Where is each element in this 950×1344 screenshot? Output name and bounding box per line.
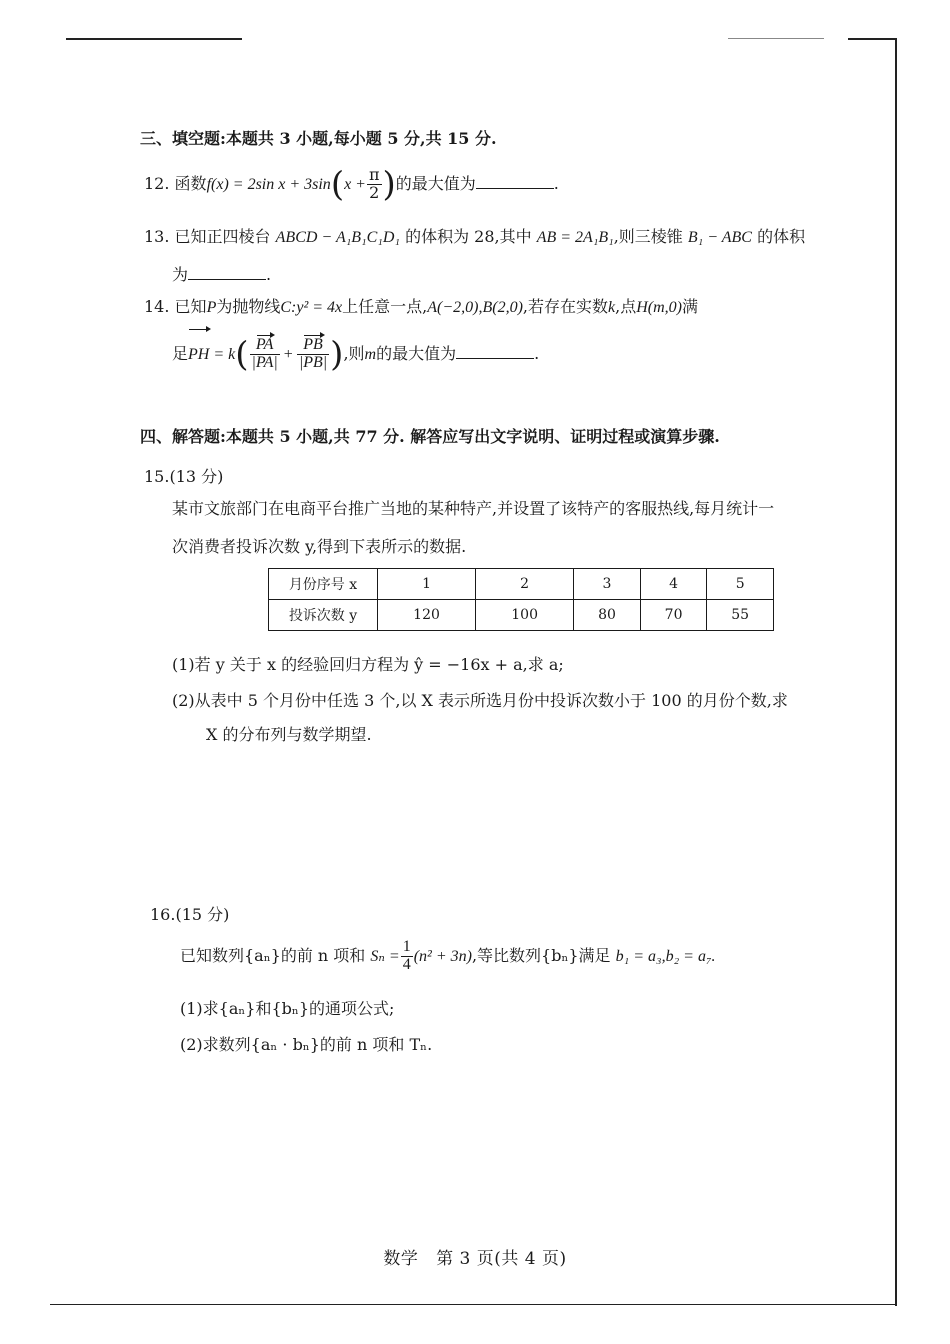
q12-left-paren: ( [330, 164, 345, 205]
q14-l1-a: 已知 [174, 297, 207, 316]
q12-frac-num: π [368, 165, 380, 185]
q16-text-b: ,等比数列{bₙ}满足 [471, 946, 611, 965]
question-14-line2: 足PH = k( $\frac{PA}{|PA|}$ + $\frac{PB}{|PB|}$ ),则m的最大值为 . [172, 330, 539, 379]
table-cell: 2 [476, 569, 574, 600]
right-border [895, 38, 897, 1306]
table-row [269, 569, 774, 600]
top-rule-left [66, 38, 242, 40]
q15-part2-line2: X 的分布列与数学期望. [206, 725, 372, 744]
q12-fraction [367, 167, 382, 202]
question-13-line2: 为 . [172, 265, 272, 284]
q14-right-paren: ) [330, 334, 344, 375]
section-3-heading: 三、填空题:本题共 3 小题,每小题 5 分,共 15 分. [140, 129, 497, 148]
q16-fraction [401, 939, 413, 974]
q13-line2: 为 [172, 265, 189, 284]
q12-lead: 函数 [174, 174, 207, 193]
q16-frac-num: 1 [402, 938, 411, 956]
q13-text-a: 已知正四棱台 [174, 227, 271, 246]
question-15-header [144, 464, 223, 487]
q14-p: P [206, 299, 217, 316]
q13-text-c: ,则三棱锥 [613, 227, 683, 246]
q14-frac-pa [250, 337, 280, 372]
q12-right-paren: ) [382, 164, 396, 205]
q15-score: (13 分) [169, 467, 224, 486]
q16-frac-den: 4 [402, 956, 411, 973]
q14-abs-pb: |PB| [298, 354, 328, 371]
q12-answer-blank[interactable] [476, 174, 554, 189]
q15-number: 15. [144, 467, 170, 486]
table-header-complaints: 投诉次数 y [269, 600, 378, 631]
q14-l1-e: ,若存在实数 [522, 297, 608, 316]
complaints-table [268, 568, 774, 631]
q14-plus: + [283, 346, 293, 363]
q13-pyramid: B₁ − ABC [687, 229, 752, 246]
q13-answer-blank[interactable] [188, 265, 266, 280]
q14-eq-k: = k [209, 346, 236, 363]
q14-l1-d: 上任意一点, [342, 297, 428, 316]
top-rule-right [728, 38, 824, 39]
question-12: 12. 函数f(x) = 2sin x + 3sin(x + $\frac{\pi}{2}$ )的最大值为 . [144, 164, 559, 205]
q13-text-b: 的体积为 28,其中 [405, 227, 532, 246]
table-cell: 1 [378, 569, 476, 600]
q14-answer-blank[interactable] [456, 344, 534, 359]
table-cell: 120 [378, 600, 476, 631]
q12-function: f(x) = 2sin x + 3sin [206, 176, 331, 193]
q14-l1-g: 满 [681, 297, 698, 316]
q16-cond: b₁ = a₃,b₂ = a₇. [615, 948, 716, 965]
q16-part1: (1)求{aₙ}和{bₙ}的通项公式; [180, 999, 395, 1018]
q14-points: A(−2,0),B(2,0) [427, 299, 523, 316]
q12-arg: x + [344, 176, 366, 193]
table-cell: 80 [574, 600, 641, 631]
q14-vec-pa: PA [255, 336, 274, 354]
q15-paragraph-line1: 某市文旅部门在电商平台推广当地的某种特产,并设置了该特产的客服热线,每月统计一 [172, 499, 775, 518]
q14-m: m [364, 346, 377, 363]
q12-number: 12. [144, 174, 170, 193]
q14-vec-pb: PB [303, 336, 323, 354]
q14-h: H(m,0) [636, 299, 682, 316]
q13-solid: ABCD − A₁B₁C₁D₁ [275, 229, 400, 246]
q16-statement [180, 934, 716, 979]
table-cell: 70 [640, 600, 707, 631]
q14-l1-b: 为抛物线 [216, 297, 281, 316]
q14-frac-pb [297, 337, 329, 372]
top-rule-far-right [848, 38, 896, 40]
question-13-line1 [144, 224, 805, 247]
table-cell: 4 [640, 569, 707, 600]
q14-l2-a: 足 [172, 344, 189, 363]
q16-sn: Sₙ = [370, 948, 400, 965]
bottom-rule [50, 1304, 897, 1305]
q14-number: 14. [144, 297, 170, 316]
table-cell: 3 [574, 569, 641, 600]
question-14-line1 [144, 294, 698, 317]
q16-score: (15 分) [175, 905, 230, 924]
table-cell: 55 [707, 600, 774, 631]
q13-eq: AB = 2A₁B₁ [536, 229, 614, 246]
q16-number: 16. [150, 905, 176, 924]
q14-k: k [608, 299, 616, 316]
q15-part2-line1: (2)从表中 5 个月份中任选 3 个,以 X 表示所选月份中投诉次数小于 100 的月份个数,求 [172, 691, 788, 710]
q14-l2-b: ,则 [343, 344, 365, 363]
table-row [269, 600, 774, 631]
q14-l2-c: 的最大值为 [376, 344, 457, 363]
table-header-month: 月份序号 x [269, 569, 378, 600]
q14-abs-pa: |PA| [251, 354, 278, 371]
q14-left-paren: ( [235, 334, 249, 375]
q14-l1-f: ,点 [615, 297, 637, 316]
q14-parabola: C:y² = 4x [280, 299, 343, 316]
table-cell: 5 [707, 569, 774, 600]
q15-paragraph-line2: 次消费者投诉次数 y,得到下表所示的数据. [172, 537, 467, 556]
q12-tail: 的最大值为 [395, 174, 476, 193]
q13-number: 13. [144, 227, 170, 246]
q13-text-d: 的体积 [757, 227, 806, 246]
question-16-header [150, 902, 229, 925]
q12-frac-den: 2 [369, 183, 380, 202]
q16-paren: (n² + 3n) [413, 948, 472, 965]
page-footer: 数学 第 3 页(共 4 页) [383, 1249, 567, 1269]
section-4-heading: 四、解答题:本题共 5 小题,共 77 分. 解答应写出文字说明、证明过程或演算步骤. [140, 427, 720, 446]
q15-part1: (1)若 y 关于 x 的经验回归方程为 ŷ = −16x + a,求 a; [172, 655, 564, 674]
q14-vec-ph: PH [188, 331, 209, 379]
table-cell: 100 [476, 600, 574, 631]
q16-part2: (2)求数列{aₙ · bₙ}的前 n 项和 Tₙ. [180, 1035, 433, 1054]
q16-text-a: 已知数列{aₙ}的前 n 项和 [180, 946, 366, 965]
